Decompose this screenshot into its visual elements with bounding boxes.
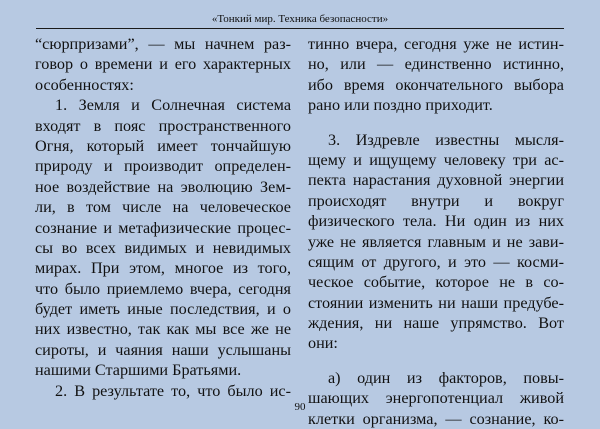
text-line: Огня, который имеет тончайшую	[35, 136, 291, 155]
text-line: уже не является главным и не зави-	[308, 232, 564, 251]
running-header: «Тонкий мир. Техника безопасности»	[211, 13, 389, 25]
text-line: нашими Старшими Братьями.	[35, 361, 242, 380]
text-line: ное воздействие на эволюцию Зем-	[35, 177, 291, 196]
left-text-column	[35, 34, 291, 401]
text-line: входят в пояс пространственного	[35, 116, 291, 135]
text-line: сы во всех видимых и невидимых	[35, 238, 291, 257]
text-line: физического тела. Ни один из них	[308, 212, 564, 231]
text-line: мирах. При этом, многое из того,	[35, 259, 291, 278]
text-line: 2. В результате то, что было ис-	[55, 381, 291, 400]
text-line: они:	[308, 334, 338, 353]
text-line: сироты, и чаяния наши услышаны	[35, 340, 291, 359]
text-line: ли, в том числе на человеческое	[35, 198, 291, 217]
text-line: что было приемлемо вчера, сегодня	[35, 279, 291, 298]
paragraph-gap	[308, 354, 564, 368]
text-line: ческое событие, которое не в со-	[308, 273, 564, 292]
text-line: шающих энергопотенциал живой	[308, 389, 564, 408]
text-line: 1. Земля и Солнечная система	[55, 96, 291, 115]
text-line: ждения, ни наше упрямство. Вот	[308, 314, 564, 333]
text-line: стоянии изменить ни наши предубе-	[308, 293, 564, 312]
text-line: рано или поздно приходит.	[308, 96, 493, 115]
text-line: будет иметь иные последствия, и о	[35, 300, 291, 319]
text-line: а) один из факторов, повы-	[328, 368, 564, 387]
text-line: “сюрпризами”, — мы начнем раз-	[35, 35, 291, 53]
text-line: них известно, так как мы все же не	[35, 320, 291, 339]
text-line: сознание и метафизические процес-	[35, 218, 291, 237]
text-line: но, или — единственно истинно,	[308, 55, 564, 74]
text-line: ибо время окончательного выбора	[308, 75, 564, 94]
text-line: 3. Издревле известны мысля-	[328, 130, 564, 149]
text-line: происходят внутри и вокруг	[308, 191, 564, 210]
text-line: природу и производит определен-	[35, 157, 291, 176]
text-line: клетки организма, — сознание, ко-	[308, 409, 564, 428]
right-text-column	[308, 34, 564, 429]
text-line: пекта нарастания духовной энергии	[308, 171, 564, 190]
text-line: особенностях:	[35, 75, 134, 94]
paragraph-gap	[308, 116, 564, 130]
text-line: говор о времени и его характерных	[35, 55, 291, 74]
page-number: 90	[294, 401, 306, 413]
text-line: сящим от другого, и это — косми-	[308, 252, 564, 271]
text-line: щему и ищущему человеку три ас-	[308, 150, 564, 169]
text-line: тинно вчера, сегодня уже не истин-	[308, 35, 564, 53]
header-divider	[36, 28, 564, 29]
